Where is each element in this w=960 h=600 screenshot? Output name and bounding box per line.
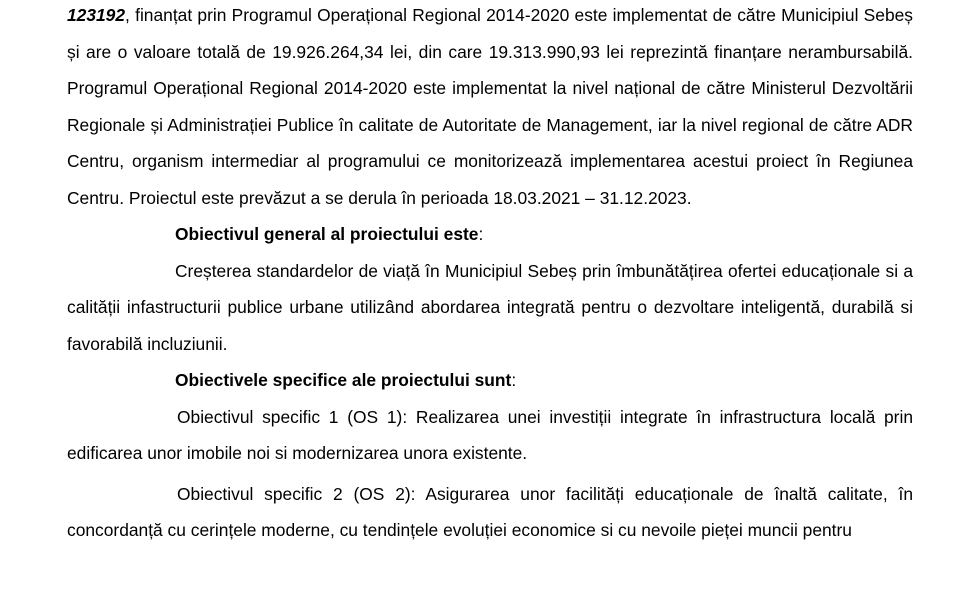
specific-objectives-heading-colon: : [511,370,517,390]
document-body [67,0,913,549]
general-objective-heading [67,216,913,253]
project-code: 123192 [67,5,126,25]
general-objective-heading-text: Obiectivul general al proiectului este [175,224,479,244]
general-objective-heading-colon: : [478,224,484,244]
project-description-text: , finanțat prin Programul Operațional Regional 2014-2020 este implementat de către Municipiul Sebeș și are o valoare totală de 19.926.264,34 lei, din care 19.313.990,93 lei reprezintă finanțare nerambursabilă. Programul Operațional Regional 2014-2020 este implementat la nivel național de către Ministerul Dezvoltării Regionale și Administrației Publice în calitate de Autoritate de Management, iar la nivel regional de către ADR Centru, organism intermediar al programului ce monitorizează implementarea acestui proiect în Regiunea Centru. Proiectul este prevăzut a se derula în perioada 18.03.2021 – 31.12.2023. [67,5,913,208]
specific-objective-1-paragraph: Obiectivul specific 1 (OS 1): Realizarea unei investiții integrate în infrastructura locală prin edificarea unor imobile noi si modernizarea unora existente. [67,406,913,463]
specific-objectives-heading-text: Obiectivele specifice ale proiectului sunt [175,370,512,390]
specific-objective-2-paragraph: Obiectivul specific 2 (OS 2): Asigurarea unor facilități educaționale de înaltă calitate, în concordanță cu cerințele moderne, cu tendințele evoluției economice si cu nevoile pieței muncii pentru [67,483,913,540]
general-objective-paragraph: Creșterea standardelor de viață în Municipiul Sebeș prin îmbunătățirea ofertei educaționale si a calității infastructurii publice urbane utilizând abordarea integrată pentru o dezvoltare inteligentă, durabilă si favorabilă incluziunii. [67,260,913,354]
specific-objectives-heading [67,362,913,399]
project-description-paragraph [67,0,913,216]
